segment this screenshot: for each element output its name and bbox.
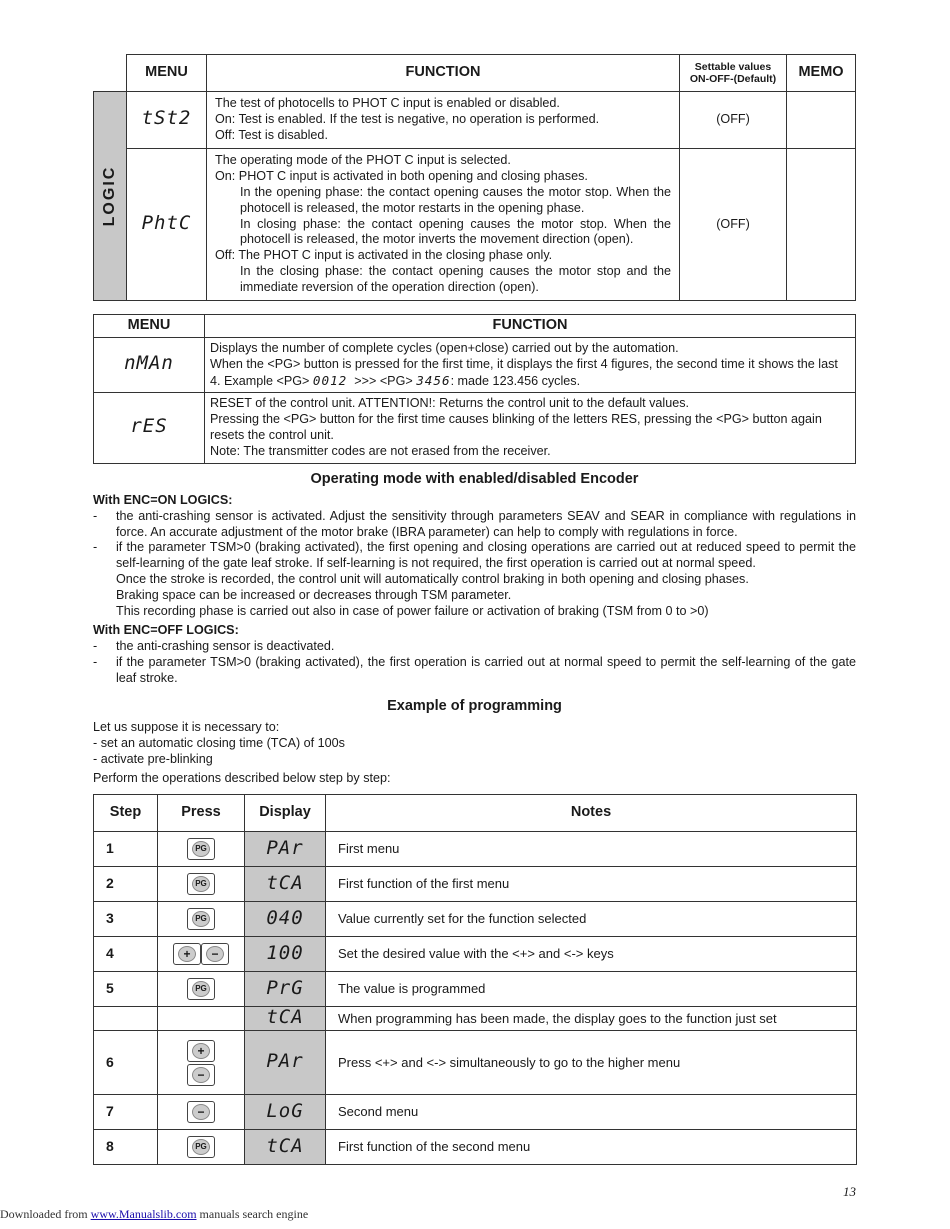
description-text: >>> <PG>	[354, 373, 413, 388]
description-line: In the opening phase: the contact opening causes the motor stop. When the photocell is released, the motor restarts in the opening phase.	[240, 185, 671, 215]
minus-key-icon: −	[187, 1064, 215, 1086]
description-line: In closing phase: the contact opening causes the motor stop. When the photocell is released, the motor inverts the movement direction (open).	[240, 216, 671, 247]
minus-key-icon: −	[187, 1101, 215, 1123]
step-note: The value is programmed	[326, 972, 857, 1007]
example-heading: Example of programming	[387, 698, 562, 714]
minus-key-icon: −	[201, 943, 229, 965]
display-cell	[245, 1031, 326, 1095]
pg-key-icon: PG	[187, 908, 215, 930]
intro-line: - set an automatic closing time (TCA) of 100s	[93, 735, 345, 750]
display-cell	[245, 832, 326, 867]
display-cell	[245, 902, 326, 937]
press-cell	[158, 867, 245, 902]
example-intro	[93, 720, 856, 787]
menu-cell	[127, 92, 207, 149]
description-line: Pressing the <PG> button for the first time causes blinking of the letters RES, pressing the <PG> button again resets the control unit.	[210, 412, 822, 442]
description-line: Off: The PHOT C input is activated in the closing phase only.	[215, 248, 553, 263]
memo-cell	[787, 92, 856, 149]
description-line: Displays the number of complete cycles (open+close) carried out by the automation.	[210, 341, 679, 355]
plus-key-icon: +	[173, 943, 201, 965]
description-line: The operating mode of the PHOT C input is selected.	[215, 153, 511, 168]
step-number: 5	[94, 972, 158, 1007]
press-cell	[158, 1130, 245, 1165]
header-settable-values: Settable values ON-OFF-(Default)	[680, 55, 787, 92]
segment-display: tCA	[266, 1006, 304, 1029]
page-number: 13	[843, 1184, 856, 1199]
pg-key-icon: PG	[187, 978, 215, 1000]
step-number: 1	[94, 832, 158, 867]
press-cell	[158, 902, 245, 937]
function-description	[207, 149, 680, 301]
press-cell	[158, 1007, 245, 1031]
description-line: Off: Test is disabled.	[215, 127, 328, 142]
settable-value: (OFF)	[680, 149, 787, 301]
enc-on-heading: With ENC=ON LOGICS:	[93, 493, 233, 507]
menu-cell	[94, 393, 205, 463]
plus-key-icon: +	[187, 1040, 215, 1062]
list-item: - if the parameter TSM>0 (braking activated), the first operation is carried out at normal speed to permit the self-learning of the gate leaf stroke.	[93, 654, 856, 685]
step-note: Press <+> and <-> simultaneously to go to the higher menu	[326, 1031, 857, 1095]
footer-prefix: Downloaded from	[0, 1207, 88, 1221]
segment-display: PrG	[266, 976, 304, 999]
press-cell	[158, 832, 245, 867]
intro-line: Perform the operations described below step by step:	[93, 771, 391, 786]
list-continuation: Braking space can be increased or decreases through TSM parameter.	[116, 587, 512, 602]
description-line: On: PHOT C input is activated in both opening and closing phases.	[215, 169, 588, 184]
step-number: 3	[94, 902, 158, 937]
step-note: Set the desired value with the <+> and <-> keys	[326, 937, 857, 972]
description-text: When the <PG> button is pressed for the first time, it displays the first 4 figures, the second time it shows the last 4. Example <PG>	[210, 356, 838, 388]
header-function: FUNCTION	[205, 315, 856, 338]
segment-display: 040	[266, 906, 304, 929]
intro-line: - activate pre-blinking	[93, 751, 213, 766]
logic-table	[93, 54, 856, 301]
display-cell	[245, 867, 326, 902]
list-item: - the anti-crashing sensor is activated. Adjust the sensitivity through parameters SEAV and SEAR in compliance with regulations in force. An accurate adjustment of the motor brake (IBRA parameter) can help to comply with regulations in force.	[93, 508, 856, 539]
logic-group-cell	[94, 92, 127, 301]
function-description	[205, 338, 856, 393]
pg-key-icon: PG	[187, 873, 215, 895]
step-note: Second menu	[326, 1095, 857, 1130]
encoder-heading: Operating mode with enabled/disabled Encoder	[310, 471, 639, 487]
settable-value: (OFF)	[680, 92, 787, 149]
pg-key-icon: PG	[187, 838, 215, 860]
header-menu: MENU	[94, 315, 205, 338]
display-cell	[245, 972, 326, 1007]
segment-display: PAr	[266, 836, 304, 859]
manualslib-link[interactable]: www.Manualslib.com	[90, 1207, 197, 1221]
enc-off-heading: With ENC=OFF LOGICS:	[93, 623, 239, 638]
logic-label: LOGIC	[101, 165, 119, 227]
step-number: 8	[94, 1130, 158, 1165]
step-number	[94, 1007, 158, 1031]
encoder-section	[93, 493, 856, 687]
step-number: 7	[94, 1095, 158, 1130]
menu-code-display: rES	[130, 415, 168, 438]
menu-code-display: nMAn	[124, 352, 174, 375]
press-cell	[158, 1095, 245, 1130]
header-function: FUNCTION	[207, 55, 680, 92]
programming-steps-table	[93, 794, 857, 1165]
segment-display: PAr	[266, 1050, 304, 1073]
segment-display: 100	[266, 941, 304, 964]
step-note: First menu	[326, 832, 857, 867]
description-line: RESET of the control unit. ATTENTION!: Returns the control unit to the default values.	[210, 396, 690, 411]
empty-corner	[94, 55, 127, 92]
footer	[0, 1207, 308, 1223]
intro-line: Let us suppose it is necessary to:	[93, 720, 280, 734]
display-cell	[245, 1007, 326, 1031]
description-line: Note: The transmitter codes are not erased from the receiver.	[210, 443, 551, 458]
inline-display: 0012	[312, 372, 348, 388]
inline-display: 3456	[416, 372, 451, 388]
menu-cell	[94, 338, 205, 393]
pg-key-icon: PG	[187, 1136, 215, 1158]
segment-display: tCA	[266, 871, 304, 894]
press-cell	[158, 972, 245, 1007]
header-display: Display	[245, 795, 326, 832]
memo-cell	[787, 149, 856, 301]
list-continuation: This recording phase is carried out also in case of power failure or activation of braking (TSM from 0 to >0)	[116, 603, 709, 618]
header-step: Step	[94, 795, 158, 832]
header-press: Press	[158, 795, 245, 832]
step-note: First function of the first menu	[326, 867, 857, 902]
step-note: First function of the second menu	[326, 1130, 857, 1165]
step-number: 6	[94, 1031, 158, 1095]
display-cell	[245, 937, 326, 972]
function-description	[205, 393, 856, 463]
list-item: - the anti-crashing sensor is deactivated.	[93, 639, 335, 654]
step-note: When programming has been made, the display goes to the function just set	[326, 1007, 857, 1031]
step-number: 4	[94, 937, 158, 972]
description-line	[210, 357, 850, 390]
menu-function-table	[93, 314, 856, 464]
menu-cell	[127, 149, 207, 301]
press-cell	[158, 937, 245, 972]
step-note: Value currently set for the function selected	[326, 902, 857, 937]
description-text: : made 123.456 cycles.	[450, 373, 581, 388]
description-line: On: Test is enabled. If the test is negative, no operation is performed.	[215, 112, 600, 127]
step-number: 2	[94, 867, 158, 902]
segment-display: tCA	[266, 1134, 304, 1157]
header-notes: Notes	[326, 795, 857, 832]
display-cell	[245, 1130, 326, 1165]
list-item: - if the parameter TSM>0 (braking activated), the first opening and closing operations are carried out at reduced speed to permit the self-learning of the gate leaf stroke. If self-learning is not required, the first operation is carried out at normal speed.	[93, 540, 856, 571]
display-cell	[245, 1095, 326, 1130]
menu-code-display: tSt2	[141, 107, 192, 130]
press-cell	[158, 1031, 245, 1095]
description-line: In the closing phase: the contact opening causes the motor stop and the immediate reversion of the operation direction (open).	[240, 263, 671, 294]
footer-suffix: manuals search engine	[199, 1207, 309, 1221]
function-description	[207, 92, 680, 149]
segment-display: LoG	[266, 1099, 304, 1122]
header-menu: MENU	[127, 55, 207, 92]
list-continuation: Once the stroke is recorded, the control unit will automatically control braking in both opening and closing phases.	[116, 571, 749, 586]
header-memo: MEMO	[787, 55, 856, 92]
menu-code-display: PhtC	[141, 211, 192, 234]
description-line: The test of photocells to PHOT C input is enabled or disabled.	[215, 96, 560, 111]
